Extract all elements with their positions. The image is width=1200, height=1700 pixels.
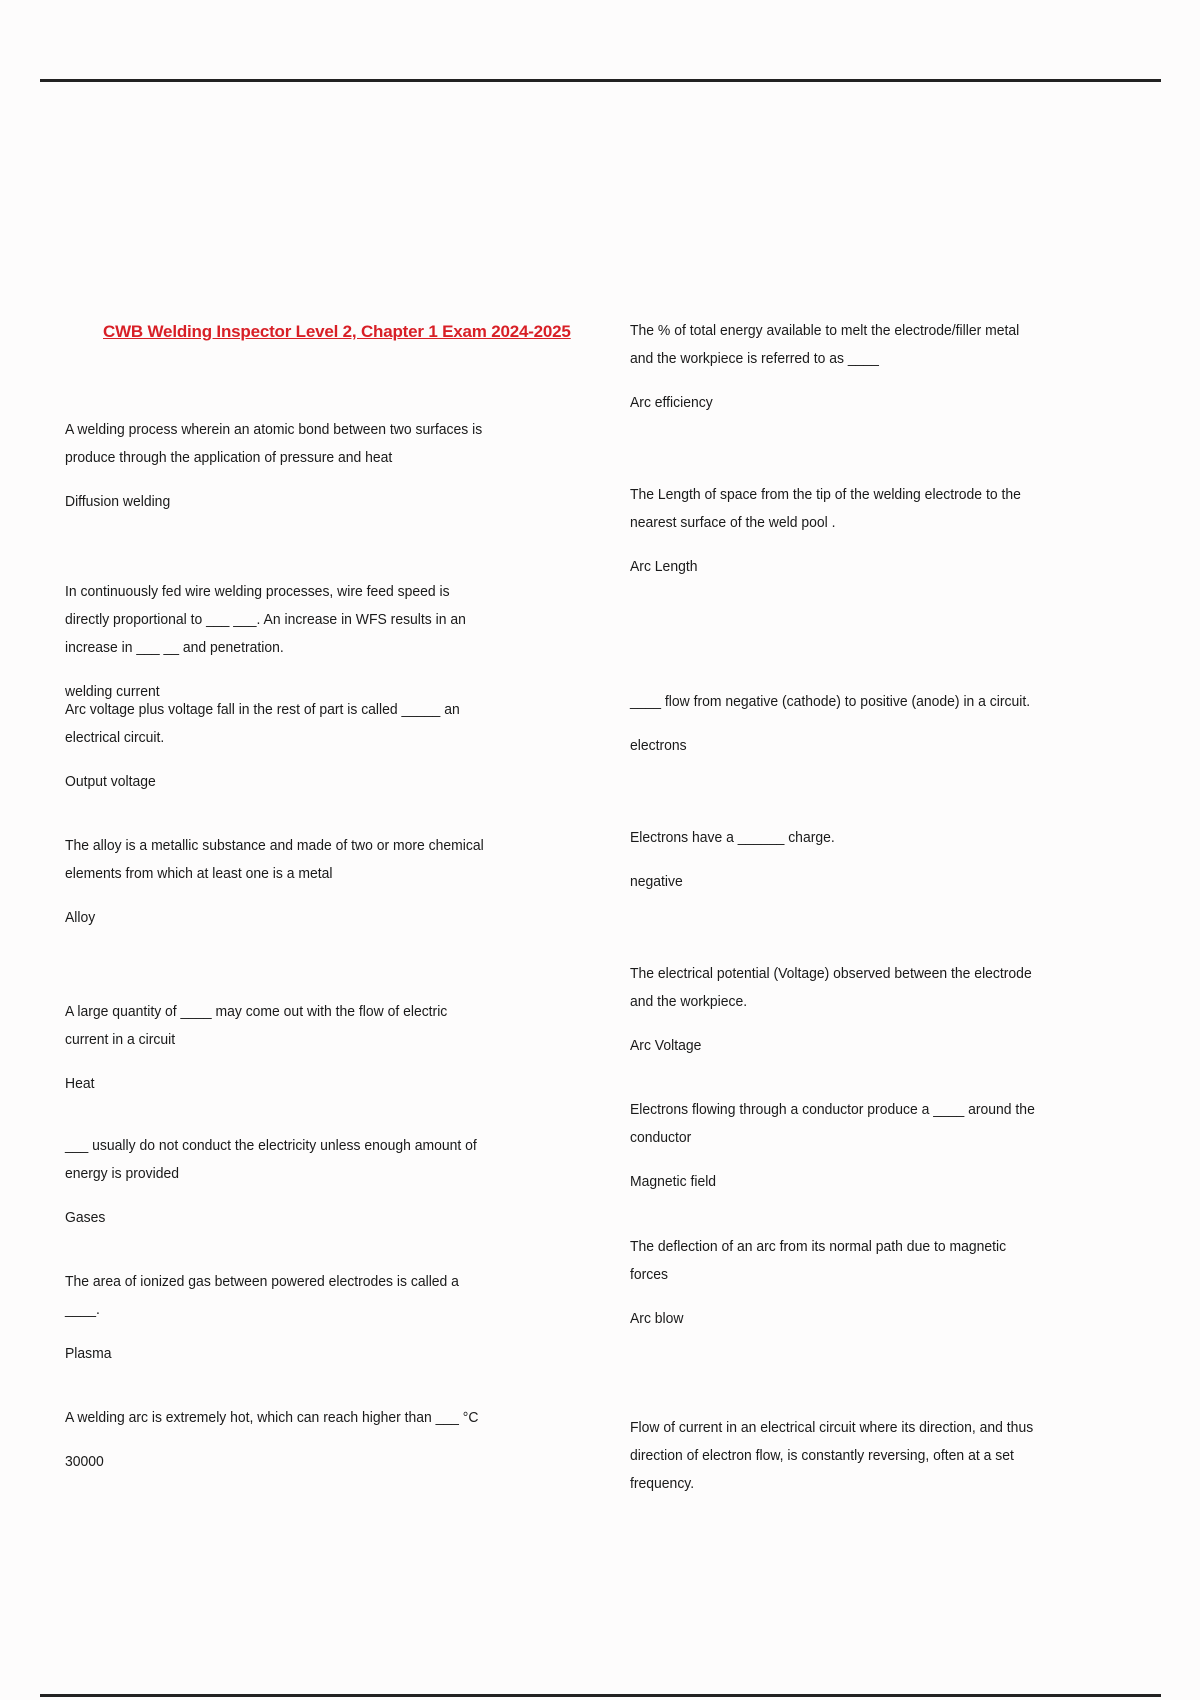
top-rule — [40, 79, 1161, 82]
question-text: A welding arc is extremely hot, which can reach higher than ___ °C — [65, 1409, 479, 1426]
qa-item-left-2 — [65, 578, 488, 706]
answer-text: Gases — [65, 1209, 106, 1226]
question-text: The alloy is a metallic substance and made of two or more chemical elements from which at least one is a metal — [65, 837, 484, 882]
qa-item-left-5 — [65, 998, 488, 1098]
question-text: ____ flow from negative (cathode) to positive (anode) in a circuit. — [630, 693, 1031, 710]
question-text: In continuously fed wire welding processes, wire feed speed is directly proportional to ___ ___. An increase in WFS results in an increase in ___ __ and penetration. — [65, 583, 466, 656]
qa-item-left-8 — [65, 1404, 488, 1476]
answer-text: electrons — [630, 737, 687, 754]
answer-text: Alloy — [65, 909, 96, 926]
qa-item-left-1 — [65, 416, 488, 516]
answer-text: Arc Voltage — [630, 1037, 702, 1054]
question-text: Flow of current in an electrical circuit where its direction, and thus direction of electron flow, is constantly reversing, often at a set frequency. — [630, 1419, 1034, 1492]
qa-item-right-4 — [630, 824, 1044, 896]
answer-text: Arc Length — [630, 558, 698, 575]
question-text: Electrons flowing through a conductor produce a ____ around the conductor — [630, 1101, 1035, 1146]
qa-item-right-8 — [630, 1414, 1044, 1514]
answer-text: Plasma — [65, 1345, 112, 1362]
bottom-rule — [40, 1694, 1161, 1697]
answer-text: Arc blow — [630, 1310, 684, 1327]
qa-item-left-3 — [65, 696, 488, 796]
question-text: The deflection of an arc from its normal path due to magnetic forces — [630, 1238, 1007, 1283]
qa-item-right-7 — [630, 1233, 1044, 1333]
qa-item-left-4 — [65, 832, 488, 932]
question-text: Arc voltage plus voltage fall in the rest of part is called _____ an electrical circuit. — [65, 701, 460, 746]
answer-text: negative — [630, 873, 683, 890]
answer-text: Arc efficiency — [630, 394, 713, 411]
answer-text: Magnetic field — [630, 1173, 717, 1190]
qa-item-right-5 — [630, 960, 1044, 1060]
qa-item-right-2 — [630, 481, 1044, 581]
question-text: A welding process wherein an atomic bond between two surfaces is produce through the application of pressure and heat — [65, 421, 483, 466]
question-text: The area of ionized gas between powered electrodes is called a ____. — [65, 1273, 459, 1318]
qa-item-right-6 — [630, 1096, 1044, 1196]
question-text: The electrical potential (Voltage) observed between the electrode and the workpiece. — [630, 965, 1032, 1010]
qa-item-left-6 — [65, 1132, 488, 1232]
qa-item-left-7 — [65, 1268, 488, 1368]
qa-item-right-1 — [630, 317, 1044, 417]
question-text: ___ usually do not conduct the electricity unless enough amount of energy is provided — [65, 1137, 477, 1182]
qa-item-right-3 — [630, 688, 1044, 760]
question-text: A large quantity of ____ may come out with the flow of electric current in a circuit — [65, 1003, 448, 1048]
question-text: The Length of space from the tip of the welding electrode to the nearest surface of the weld pool . — [630, 486, 1021, 531]
answer-text: welding current — [65, 683, 160, 700]
answer-text: Diffusion welding — [65, 493, 171, 510]
question-text: The % of total energy available to melt the electrode/filler metal and the workpiece is referred to as ____ — [630, 322, 1020, 367]
answer-text: 30000 — [65, 1453, 104, 1470]
answer-text: Heat — [65, 1075, 95, 1092]
answer-text: Output voltage — [65, 773, 156, 790]
question-text: Electrons have a ______ charge. — [630, 829, 835, 846]
document-title: CWB Welding Inspector Level 2, Chapter 1 Exam 2024-2025 — [103, 322, 571, 341]
